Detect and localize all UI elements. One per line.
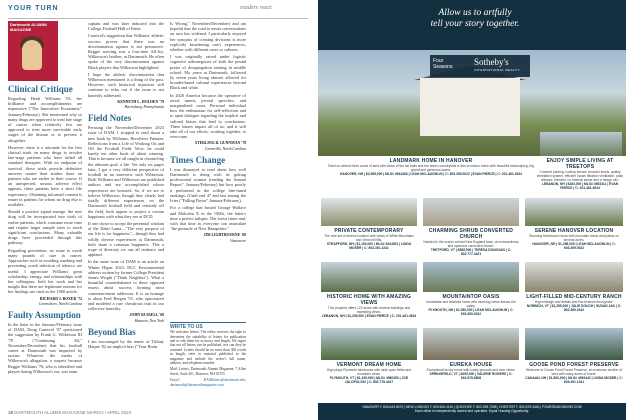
brand-sothebys: Sotheby's — [474, 57, 509, 67]
letter-paragraph: Perusing the November/December 2023 issue of DAM, I stopped to read about a new book by Williams, Recollects Putnam: Reflections from a Life of Working On and Off the Football Field. Wow, he could barely ten other book of about winning. That is because we all caught in chronicling the ultimate goal: a life. Yet only six pages later, I got a very different perspective of football in an interview with Wilkerson. Both Williams and Wilkerson are published authors and are accomplished whose experiences are honored. So, if we are to believe Wilkerson, though they clearly had totally different experiences on the Dartmouth football field and certainly off the field, both appear to project a certain happiness with what they see at DCD. — [88, 125, 164, 219]
brand-four-seasons — [433, 58, 452, 70]
letters-column-2 — [88, 21, 164, 406]
letter-signature: JOHN RUSSELL '68 — [129, 313, 164, 318]
ad-tagline — [385, 8, 565, 30]
letter-paragraph: Regarding prevention, no stone is worth many pounds of cure in cancer. Approaches such as avoiding smoking and preventing youth infection of tobacco are useful. I appreciate Williams' great scholarship, energy, and relationships with her colleagues; both her work and her insight that there are legitimate reasons for her findings are cited as the 1968 article. — [8, 247, 82, 295]
letter-paragraph: Is Wrong," November/December) and am hopeful that the road to easier conversations on race has widened. I particularly enjoyed her synopsis of creating divisions is more explicitly broadening one's experiences, whether with different races or cultures. — [170, 21, 246, 53]
brand-word-seasons: Seasons — [433, 64, 453, 70]
ad-footer — [322, 405, 622, 413]
listing-title: MOUNTAINTOP OASIS — [442, 294, 500, 300]
listing-photo-eureka — [423, 328, 519, 360]
write-to-us-email[interactable]: Email: DAMletters@dartmouth.edu; dartmouth@dartmouthmagazine.com — [170, 378, 246, 387]
ad-tagline-line-1: Allow us to artfully — [438, 8, 512, 18]
ad-offices[interactable]: HANOVER T: 603.643.6070 | NEW LONDON T: 603.526.4116 | QUECHEE T: 802.295.7008 | CHESTER T: 802.875.3440 | FOURSEASONSSIR.COM — [362, 405, 582, 409]
listing-price: PLYMOUTH, NH | $1,050,000 | LEAH MCLAUGHLIN | C: 603.359.0022 — [428, 308, 514, 316]
listing-eureka[interactable] — [423, 362, 519, 380]
listing-photo-treetops — [540, 132, 622, 156]
write-to-us-box — [170, 322, 246, 409]
page-number: 18 — [8, 410, 14, 415]
listing-treetops[interactable] — [536, 158, 624, 190]
letter-heading: Field Notes — [88, 113, 132, 124]
listing-desc: Welcome to Goose Pond Forest Preserve, an exclusive section of land with many acres of forest. — [526, 368, 622, 376]
listing-photo-historic — [321, 262, 417, 292]
listing-serene[interactable] — [525, 228, 623, 250]
listing-landmark[interactable] — [326, 158, 536, 176]
listing-photo-serene — [525, 198, 623, 226]
write-to-us-mail: Mail: Letters, Dartmouth Alumni Magazine, 7 Allen Street, Suite 201, Hanover, NH 03755 — [170, 367, 246, 376]
listing-title: EUREKA HOUSE — [449, 362, 493, 368]
listing-title: LIGHT-FILLED MID-CENTURY RANCH — [526, 294, 622, 300]
letter-paragraph: Should a positive signal emerge, the new drug will be incorporated into trials of earlier patients, which consume more time and require larger sample sizes to reach significant conclusions. Many valuable drugs have proceeded through this pathway. — [8, 209, 82, 246]
magazine-name: DARTMOUTH ALUMNI MAGAZINE — [14, 410, 86, 415]
ad-disclaimer: Each office is independently owned and operated. Equal Housing Opportunity. — [415, 409, 529, 413]
letter-paragraph: In the same issue of DAM is an article on Winter Hyper 2023. DCC Environmental address written by former College President James Wright ("Think Neighbor"). What a beautiful counterbalance to these opposed essays about success forming most commencement addresses. It is an homage to alum Fred Bergen '53, who epitomized and modeled a rare chivalrous trait in our collective humility. — [88, 259, 164, 312]
listing-desc: Sited on almost three acres of land with views of the ski trails and the area's countryside is this luxurious home with beautiful landscaping, big grand and generous lawns. — [328, 164, 534, 172]
letter-paragraph: I am encouraged by the tenets of Tiffany Harper '02 on implicit bias ("Your Brain — [88, 338, 164, 349]
listing-title: SERENE HANOVER LOCATION — [534, 228, 614, 234]
letter-location: Hanover, New York — [134, 318, 164, 323]
listing-price: THETFORD, VT | $589,000 | TERESA DONOVAN | C: 802.777.4421 — [430, 248, 512, 256]
letter-paragraph: Carnival's suggestion that Williams' athletic success proves that there was no discrimination against is not persuasive. Reggie arriving was a four-time All-Ivy, Wilkerson's brother, at Dartmouth. He often spoke of the very discrimination against Black players that Wilkerson highlighted. — [88, 33, 164, 70]
letter-location: Vancouver — [229, 238, 246, 243]
letter-signature: STERLING B. GUNNMAN '78 — [194, 141, 246, 146]
listing-church[interactable] — [423, 228, 519, 256]
listing-contemporary[interactable] — [321, 228, 417, 250]
listing-title: LANDMARK HOME IN HANOVER — [389, 158, 473, 164]
listing-photo-ranch — [525, 262, 623, 292]
listing-title: CHARMING SHRUB CONVERTED CHURCH — [428, 228, 514, 240]
listing-title: VERMONT DREAM HOME — [336, 362, 402, 368]
listing-desc: Stunning farmhouse home with mountain views and patios on several acres. — [529, 234, 619, 242]
letter-paragraph: If one chose to accept the perennial wisdom of the Dalai Lama—"The very purpose of our life is for happiness"—though they had wildly diverse experiences at Dartmouth, both share a common happiness. This a trope of diversity we can all embrace and applaud. — [88, 220, 164, 258]
letter-paragraph: For a college that hosted George Wallace and Malcolm X in the 1960s, the latter's time a perfect tailspin. The forest times and, with that time as everyone can assimilate "the pinnacle of New Hampshire." — [170, 205, 246, 232]
letter-location: Greenville, North Carolina — [204, 146, 246, 151]
issue-date: MARCH / APRIL 2024 — [86, 410, 132, 415]
listing-desc: High mileage and details and fine finishes throughout. — [534, 300, 614, 304]
ad-tagline-line-2: tell your story together. — [430, 19, 520, 29]
letter-paragraph: I was dismayed to read about how well Dartmouth is doing with its getting professional women (reading the Annual Report", January/February) but how poorly it performed in the college fine-tuned rankings. (Until end 47 and last among the Ivies ("Falling Down" January/February). — [170, 166, 246, 204]
cover-portrait-face — [22, 40, 42, 70]
listing-vermont[interactable] — [321, 362, 417, 384]
letter-location: Harrisburg, Pennsylvania — [124, 105, 164, 110]
listing-price: LEBANON, NH | $1,295,000 | EVAN PIERCE | C: 201.461.4934 — [321, 314, 417, 318]
listing-desc: This property offers 122 acres with several buildings and sweeping views. — [327, 306, 411, 314]
letter-paragraph: Regarding Heidi Williams '03, her brilliance and accomplishments are impressive ("The Innovative Economist," January/February). She mentioned why so many drugs are approved to treat late stage of cancer when relatively few are approved to treat more survivable early stages of the disease or to prevent it altogether. — [8, 96, 82, 143]
listing-price: STRAFFORD, NH | $1,150,000 | MLS# 4944501 | LINDA MOSER | C: 603.491.1341 — [326, 242, 412, 250]
listing-desc: Exceptional luxury home with lovely grounds and river views. — [426, 368, 516, 372]
letter-paragraph: However, there is a rationale for the first clinical trials on many drugs to involve late-stage patients who have failed all standard therapies. With no endpoint of survival, these trials provide definitive answers sooner than studies done on patients who are earlier in their course. If an unexpected, serious adverse effect appears, these patients have a short life expectancy. Obtaining informed consent is easier in patients for whom no drug else is available. — [8, 144, 82, 208]
listing-desc: Immediate and timeless home with stunning views across the valley. — [426, 300, 516, 308]
letter-signature: KENNETH L. HOLDEN '79 — [117, 99, 164, 104]
section-title: YOUR TURN — [8, 5, 59, 12]
listing-photo-church — [423, 198, 519, 226]
letter-paragraph: In the letter in the January/February issue of DAM, Doug Carnival '07 questioned the suggestion by Frank G. Wilkerson III '79 ("Continuing Ed," November/December) that his football career at Dartmouth was impacted by racism. Whatever the merits of Wilkerson's allegation, a suspect because Reggie Williams '76, who is identified and played during Wilkerson's era, was team — [8, 321, 82, 374]
listing-desc: The rare set of serene location with views of White Mountains and Vermont hills. — [324, 234, 414, 242]
letter-heading: Clinical Critique — [8, 84, 73, 94]
letter-paragraph: In 2020 America because the operative of racial unrest, pivotal speeches, and marginalized cases, Personal individual how the enthusiasm for self-reflection and to open dialogue regarding the implicit and cultural biases that lead to conclusions. These biases impact all of us, and it will take all of our efforts, working together, to overcome. — [170, 92, 246, 140]
brand-word-four: Four — [433, 58, 444, 64]
listing-price: SPRINGFIELD, VT | $495,000 | VALERIE ROGERS | C: 802.578.0808 — [429, 372, 513, 380]
listing-price: HANOVER, NH | $2,995,000 | MLS# 4944480 | LEAH MCLAUGHLIN | C: 603.359.0022 | EVAN PIERCE | C: 201.461.4934 — [340, 172, 522, 176]
listing-price: HANOVER, NH | $1,298,000 | LEAH MCLAUGHLIN | C: 603.359.0022 — [532, 242, 616, 250]
listing-photo-vermont — [321, 328, 417, 360]
letter-heading: Beyond Bias — [88, 326, 136, 337]
listing-title: PRIVATE CONTEMPORARY — [334, 228, 404, 234]
write-to-us-heading: WRITE TO US — [170, 324, 203, 330]
listing-photo-contemporary — [321, 198, 417, 226]
letter-signature: JIM LIGHTBOURNE '68 — [203, 233, 246, 238]
letter-heading: Faulty Assumption — [8, 309, 81, 320]
letters-column-1 — [8, 84, 82, 406]
listing-title: ENJOY SIMPLE LIVING AT TREETOPS — [546, 158, 614, 170]
cover-title: Dartmouth ALUMNI MAGAZINE — [10, 22, 47, 32]
page-footer — [8, 410, 131, 415]
letter-paragraph: I was originally raised under logistic cognitive subcategories of both the pound praise of desegregation starting in middle school. My years at Dartmouth, followed by seven years living abroad, allowed for broader-based cultural experiences beyond Black and white. — [170, 54, 246, 91]
listing-historic[interactable] — [321, 294, 417, 318]
listing-title: GOOSE POND FOREST PRESERVE — [529, 362, 619, 368]
listing-goose-pond[interactable] — [525, 362, 623, 384]
listing-price: NORWICH, VT | $1,295,000 | JULIE DOUCH | SUSAN JAK | C: 802.369.3442 — [526, 304, 622, 312]
letter-paragraph: I hope the athletic discrimination that Wilkerson mentioned is a thing of the past. However, such historical injustices still continue to echo out if the issue is not honestly addressed. — [88, 71, 164, 98]
listing-price: LEBANON, NH | $483,000 | MLS# 4953311 | EVAN PIERCE | C: 201.461.4934 — [541, 182, 619, 190]
listing-photo-mountaintop — [423, 262, 519, 292]
hero-house-body — [420, 78, 520, 136]
section-subtitle: readers react — [240, 5, 272, 11]
brand-international: INTERNATIONAL REALTY — [474, 68, 520, 72]
write-to-us-text: We welcome letters. The editor reserves the right to determine the suitability of letters for publication and to edit them for accuracy and length. We regret that not all letters can be published, nor can they be returned. Letters should be no more than 300 words in length, refer to material published in the magazine and include the writer's full name, address, and telephone number. — [170, 330, 246, 366]
listing-mountaintop[interactable] — [423, 294, 519, 316]
letter-signature: RICHARD J. BOXER '72 — [39, 296, 82, 301]
letter-location: Greensboro, North Carolina — [38, 301, 82, 306]
listing-desc: Nestled in the scenic central New England town, an extraordinary and spacious converted church. — [423, 240, 519, 248]
letter-paragraph: captain and was later inducted into the College Football Hall of Fame. — [88, 21, 164, 32]
listing-price: PLYMOUTH, VT | $1,195,000 | MLS# 4980350 | JOE JALOPOLSKI | C: 802.778.4437 — [329, 376, 409, 384]
listing-ranch[interactable] — [525, 294, 623, 312]
listing-desc: Covered parking, rooftop terrace remodel levels, quality ventilation system, efficient house filtration ventilation, patio allowed, elevator, no internal sewer and a hedge mix. — [536, 170, 624, 182]
listing-photo-goose-pond — [525, 328, 623, 360]
listing-title: HISTORIC HOME WITH AMAZING VIEWS — [326, 294, 412, 306]
listing-desc: High plays Plymouth farmhouse with wide open fields and mountain views. — [326, 368, 412, 376]
letter-heading: Times Change — [170, 154, 226, 165]
listing-price: CANAAN, NH | $1,500,000 | MLS# 4939442 | LINDA MOSER | C: 603.491.1341 — [525, 376, 623, 384]
